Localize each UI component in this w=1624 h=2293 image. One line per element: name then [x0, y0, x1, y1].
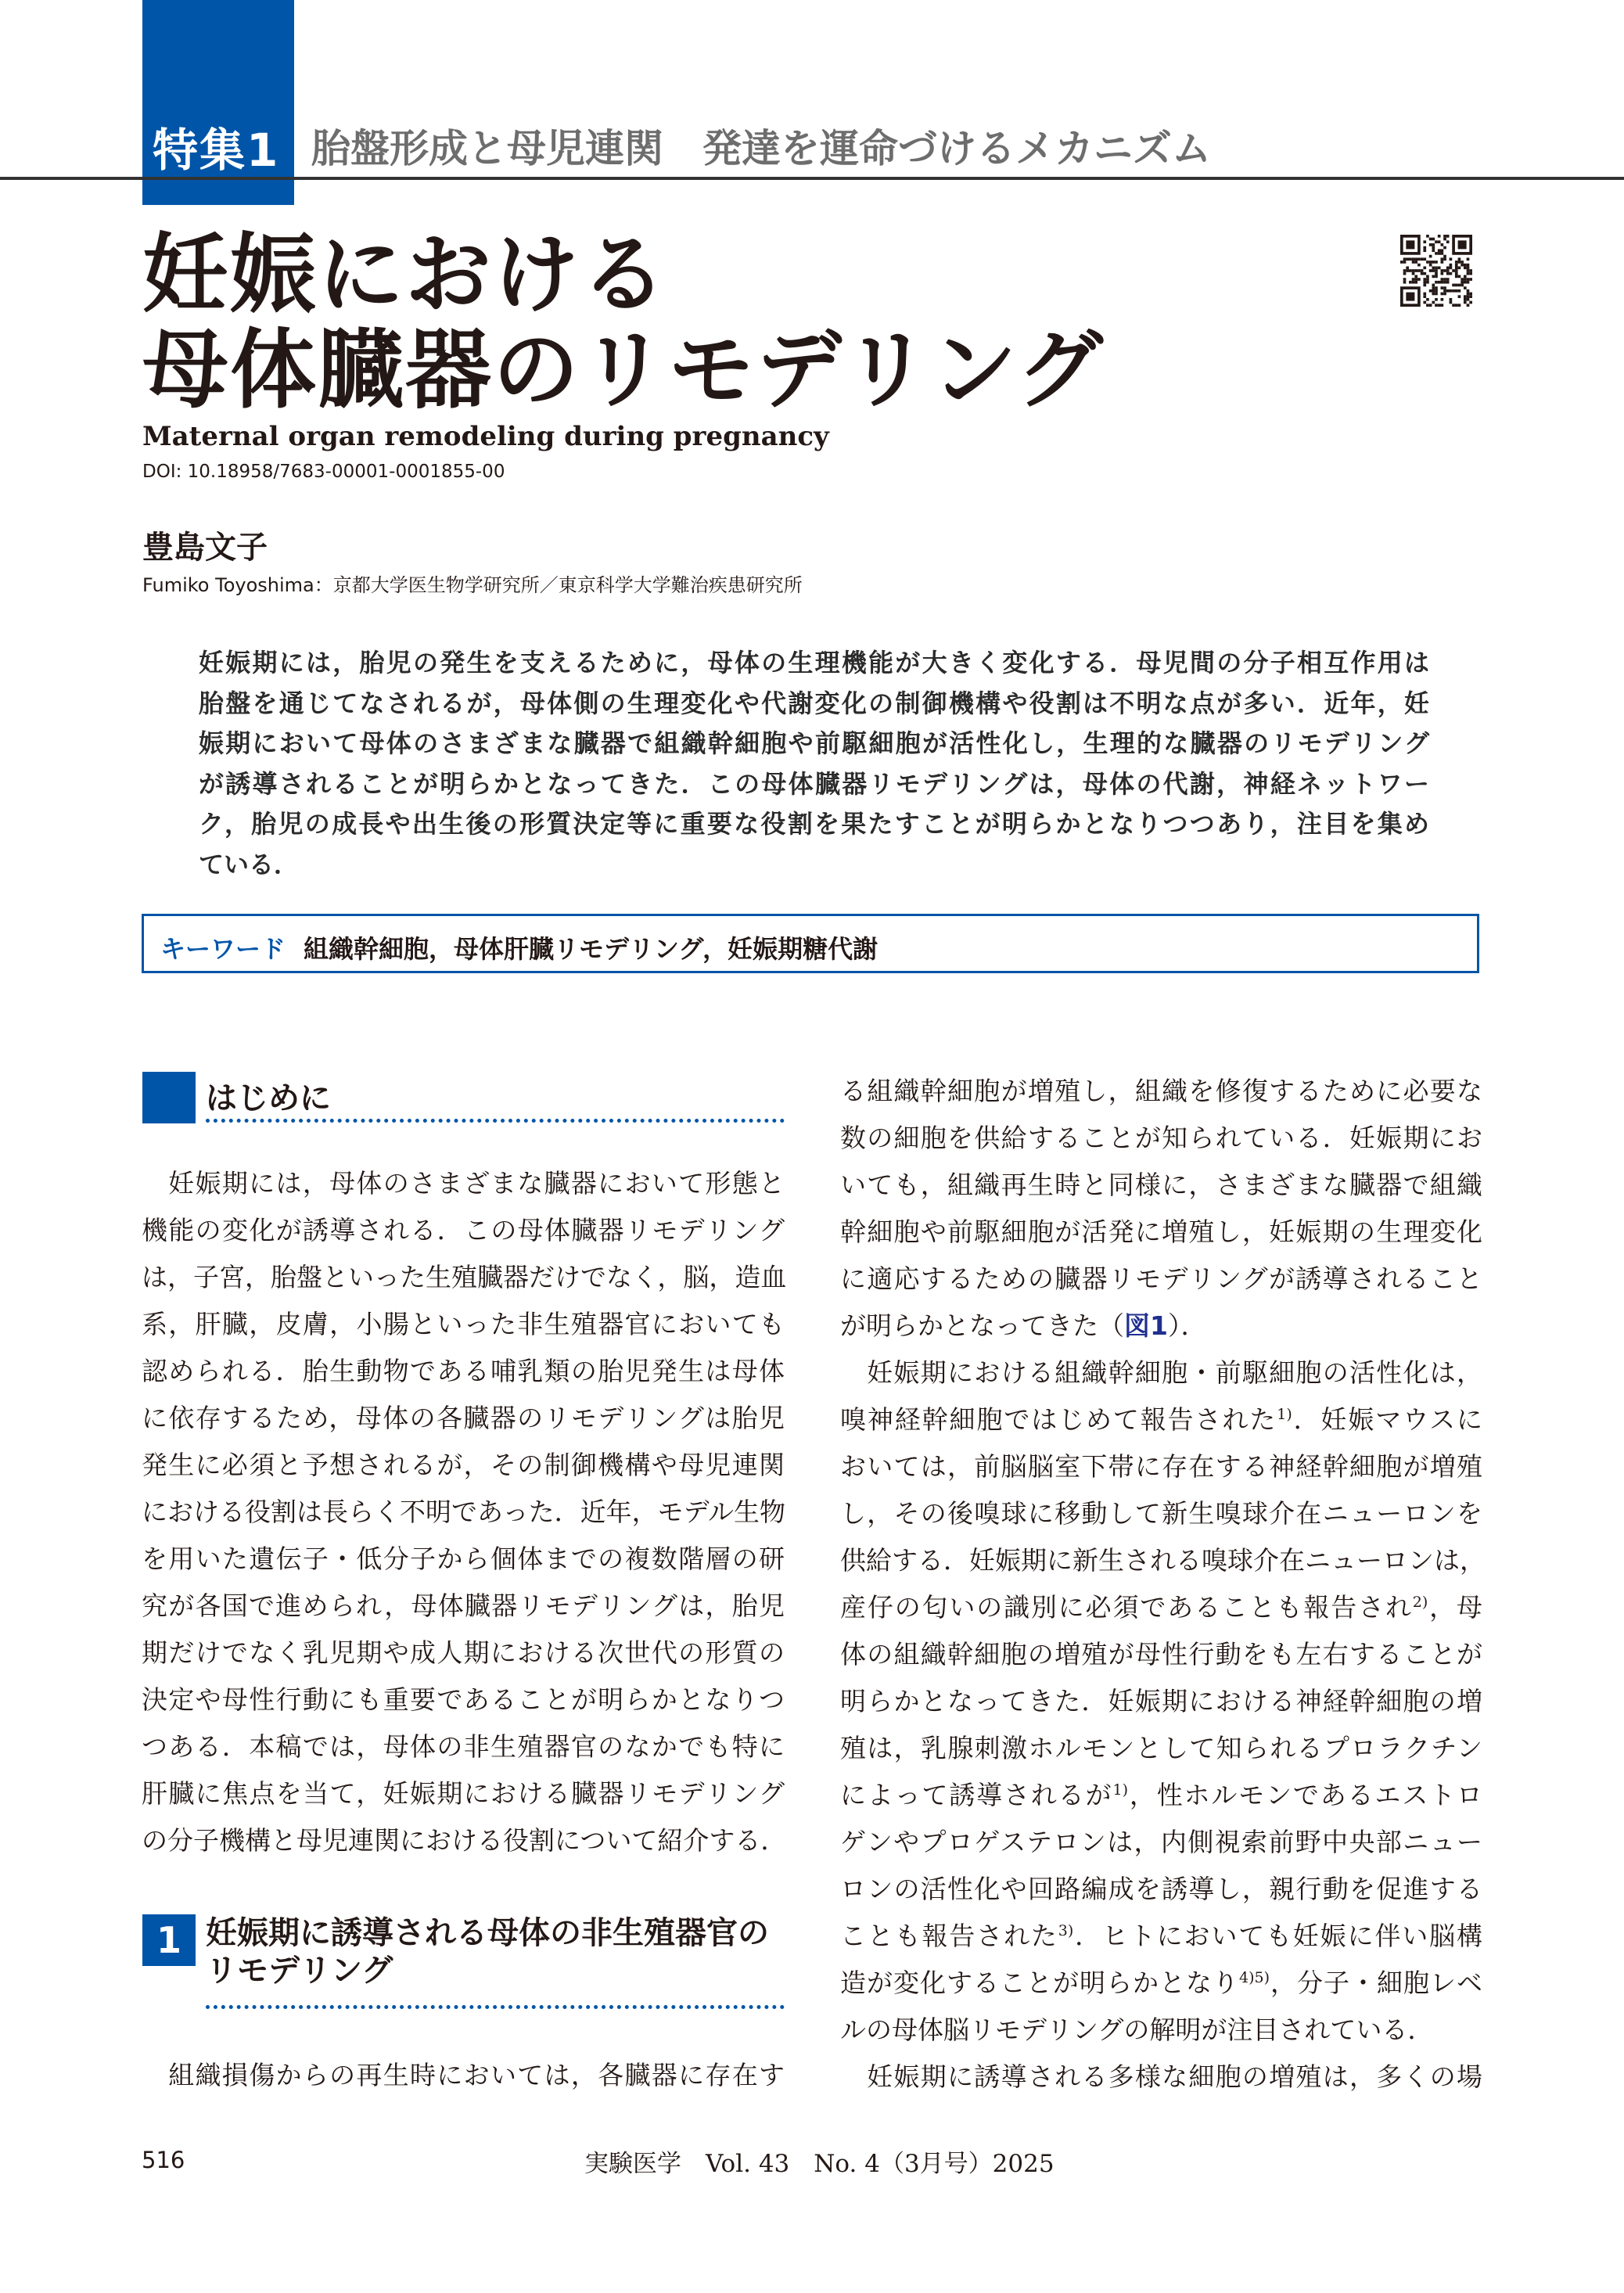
qr-module: [1441, 252, 1444, 255]
qr-module: [1446, 278, 1450, 281]
text-line: [840, 1068, 1482, 1115]
text-line: における役割は長らく不明であった．近年，モデル生物: [142, 1497, 786, 1527]
qr-module: [1406, 240, 1414, 249]
qr-module: [1458, 266, 1461, 269]
qr-module: [1403, 269, 1407, 272]
text-span: 体の組織幹細胞の増殖が母性行動をも左右することが: [840, 1639, 1482, 1669]
qr-module: [1403, 281, 1407, 284]
qr-module: [1450, 298, 1453, 301]
text-line: [840, 1303, 1482, 1350]
qr-module: [1426, 275, 1429, 279]
qr-module: [1446, 266, 1450, 269]
qr-module: [1423, 281, 1426, 284]
qr-module: [1412, 257, 1415, 261]
qr-module: [1441, 281, 1444, 284]
figure-ref-link[interactable]: 図1: [1124, 1310, 1168, 1341]
qr-module: [1455, 269, 1458, 272]
qr-module: [1455, 272, 1458, 275]
doi: DOI: 10.18958/7683-00001-0001855-00: [142, 462, 505, 482]
qr-module: [1412, 269, 1415, 272]
qr-code-icon[interactable]: [1400, 235, 1472, 307]
qr-module: [1417, 278, 1421, 281]
qr-module: [1435, 275, 1438, 279]
text-span: し，その後嗅球に移動して新生嗅球介在ニューロンを: [840, 1498, 1482, 1529]
text-span: 幹細胞や前駆細胞が活発に増殖し，妊娠期の生理変化: [840, 1217, 1482, 1247]
qr-module: [1464, 281, 1467, 284]
abstract: [199, 643, 1429, 886]
keywords-label: キーワード: [160, 934, 286, 964]
qr-module: [1417, 269, 1421, 272]
text-span: ことも報告された: [840, 1921, 1058, 1951]
qr-module: [1403, 272, 1407, 275]
qr-module: [1461, 264, 1464, 267]
qr-module: [1467, 278, 1470, 281]
text-span: ）．: [1167, 1310, 1207, 1341]
qr-module: [1450, 301, 1453, 304]
qr-module: [1409, 257, 1412, 261]
qr-module: [1421, 269, 1424, 272]
section-heading-intro: はじめに: [206, 1080, 331, 1116]
qr-module: [1414, 278, 1417, 281]
qr-module: [1438, 252, 1441, 255]
qr-module: [1423, 278, 1426, 281]
text-span: 明らかとなってきた．妊娠期における神経幹細胞の増: [840, 1686, 1482, 1716]
qr-module: [1443, 255, 1446, 258]
text-line: ク，胎児の成長や出生後の形質決定等に重要な役割を果たすことが明らかとなりつつあり，注目を集め: [199, 809, 1429, 839]
qr-module: [1458, 275, 1461, 279]
text-line: [840, 1819, 1482, 1866]
section-1-body: [142, 2052, 785, 2099]
qr-module: [1443, 289, 1446, 293]
author-name: 豊島文子: [142, 530, 268, 566]
qr-module: [1423, 246, 1426, 250]
qr-module: [1409, 269, 1412, 272]
text-span: おいては，前脳脳室下帯に存在する神経幹細胞が増殖: [840, 1451, 1482, 1482]
qr-module: [1464, 278, 1467, 281]
text-line: 系，肝臓，皮膚，小腸といった非生殖器官においても: [142, 1309, 785, 1339]
qr-module: [1423, 293, 1426, 296]
qr-module: [1414, 275, 1417, 279]
qr-module: [1467, 293, 1470, 296]
qr-module: [1441, 293, 1444, 296]
qr-module: [1435, 286, 1438, 289]
qr-module: [1403, 261, 1407, 264]
qr-module: [1467, 257, 1470, 261]
qr-module: [1450, 289, 1453, 293]
text-span: 造が変化することが明らかとなり: [840, 1968, 1239, 1998]
section-heading-1: [206, 1914, 769, 1989]
qr-module: [1432, 261, 1435, 264]
qr-module: [1450, 272, 1453, 275]
text-span: いても，組織再生時と同様に，さまざまな臓器で組織: [840, 1170, 1482, 1200]
qr-module: [1412, 281, 1415, 284]
qr-module: [1446, 289, 1450, 293]
qr-module: [1458, 295, 1461, 298]
heading-dotted-rule: [206, 1119, 785, 1123]
text-line: [840, 1725, 1482, 1772]
feature-label: 特集1: [153, 124, 280, 177]
qr-module: [1432, 286, 1435, 289]
qr-module: [1426, 298, 1429, 301]
qr-module: [1423, 249, 1426, 252]
qr-module: [1469, 272, 1472, 275]
text-line: [840, 1115, 1482, 1162]
text-line: 決定や母性行動にも重要であることが明らかとなりつ: [142, 1684, 785, 1715]
qr-module: [1469, 269, 1472, 272]
text-line: 究が各国で進められ，母体臓器リモデリングは，胎児: [142, 1590, 785, 1621]
qr-module: [1432, 284, 1435, 287]
qr-module: [1423, 266, 1426, 269]
text-line: を用いた遺伝子・低分子から個体までの複数階層の研: [142, 1544, 785, 1574]
text-span: ．ヒトにおいても妊娠に伴い脳構: [1073, 1921, 1483, 1951]
text-line: [840, 1490, 1482, 1537]
citation-ref[interactable]: 1): [1112, 1781, 1128, 1799]
text-line: [840, 2007, 1482, 2054]
qr-module: [1421, 272, 1424, 275]
qr-module: [1458, 289, 1461, 293]
text-line: 期だけでなく乳児期や成人期における次世代の形質の: [142, 1637, 785, 1668]
qr-module: [1435, 266, 1438, 269]
page-number: 516: [142, 2147, 185, 2173]
qr-module: [1458, 257, 1461, 261]
qr-module: [1435, 289, 1438, 293]
qr-module: [1423, 257, 1426, 261]
qr-module: [1435, 298, 1438, 301]
qr-module: [1446, 281, 1450, 284]
qr-module: [1443, 293, 1446, 296]
qr-module: [1443, 246, 1446, 250]
qr-module: [1426, 281, 1429, 284]
heading-marker: [142, 1072, 196, 1123]
qr-module: [1417, 264, 1421, 267]
qr-module: [1438, 304, 1441, 307]
text-line: [840, 1678, 1482, 1725]
qr-module: [1461, 278, 1464, 281]
qr-module: [1441, 272, 1444, 275]
qr-module: [1435, 281, 1438, 284]
text-span: 妊娠期における組織幹細胞・前駆細胞の活性化は，: [840, 1357, 1482, 1388]
qr-module: [1406, 293, 1414, 301]
qr-module: [1467, 264, 1470, 267]
qr-module: [1426, 304, 1429, 307]
author-affiliation: Fumiko Toyoshima：京都大学医生物学研究所／東京科学大学難治疾患研究所: [142, 574, 803, 596]
qr-module: [1400, 261, 1403, 264]
qr-module: [1429, 261, 1432, 264]
section-heading-1-line1: 妊娠期に誘導される母体の非生殖器官の: [206, 1915, 769, 1951]
qr-module: [1406, 269, 1409, 272]
qr-module: [1432, 246, 1435, 250]
citation-ref[interactable]: 1): [1277, 1406, 1292, 1423]
text-line: [840, 1584, 1482, 1631]
qr-module: [1443, 278, 1446, 281]
qr-module: [1441, 261, 1444, 264]
qr-module: [1464, 275, 1467, 279]
section-heading-1-line2: リモデリング: [206, 1953, 393, 1989]
qr-module: [1435, 293, 1438, 296]
text-line: [840, 1256, 1482, 1303]
qr-module: [1412, 278, 1415, 281]
text-line: [840, 1631, 1482, 1678]
text-line: が誘導されることが明らかとなってきた．この母体臓器リモデリングは，母体の代謝，神経ネットワー: [199, 768, 1429, 799]
qr-module: [1450, 257, 1453, 261]
qr-module: [1441, 257, 1444, 261]
qr-module: [1464, 286, 1467, 289]
qr-module: [1461, 281, 1464, 284]
text-line: に依存するため，母体の各臓器のリモデリングは胎児: [142, 1403, 785, 1433]
english-title: Maternal organ remodeling during pregnancy: [142, 421, 829, 452]
text-line: 妊娠期には，母体のさまざまな臓器において形態と: [142, 1168, 785, 1199]
text-span: ロンの活性化や回路編成を誘導し，親行動を促進する: [840, 1874, 1482, 1904]
qr-module: [1423, 295, 1426, 298]
qr-module: [1429, 269, 1432, 272]
text-line: 胎盤を通じてなされるが，母体側の生理変化や代謝変化の制御機構や役割は不明な点が多い．近年，妊: [199, 688, 1429, 718]
text-line: [840, 1866, 1482, 1913]
text-line: [840, 1396, 1482, 1443]
qr-module: [1414, 261, 1417, 264]
qr-module: [1432, 269, 1435, 272]
qr-module: [1458, 304, 1461, 307]
qr-module: [1432, 275, 1435, 279]
qr-module: [1406, 257, 1409, 261]
qr-module: [1421, 257, 1424, 261]
qr-module: [1423, 272, 1426, 275]
keywords-text: 組織幹細胞，母体肝臓リモデリング，妊娠期糖代謝: [304, 934, 878, 964]
qr-module: [1446, 240, 1450, 243]
text-line: ている．: [199, 849, 300, 879]
text-span: 妊娠期に誘導される多様な細胞の増殖は，多くの場: [840, 2061, 1482, 2092]
text-line: [840, 2054, 1482, 2101]
text-span: ，性ホルモンであるエストロ: [1128, 1780, 1483, 1810]
qr-module: [1461, 284, 1464, 287]
text-line: [840, 1443, 1482, 1490]
qr-module: [1438, 266, 1441, 269]
qr-module: [1429, 289, 1432, 293]
text-line: 妊娠期には，胎児の発生を支えるために，母体の生理機能が大きく変化する．母児間の分子相互作用は: [199, 648, 1429, 677]
text-line: つある．本稿では，母体の非生殖器官のなかでも特に: [142, 1731, 785, 1762]
qr-module: [1469, 295, 1472, 298]
qr-module: [1432, 266, 1435, 269]
qr-module: [1412, 261, 1415, 264]
qr-module: [1435, 240, 1438, 243]
qr-module: [1455, 266, 1458, 269]
text-line: は，子宮，胎盤といった生殖臓器だけでなく，脳，造血: [142, 1262, 787, 1292]
qr-module: [1452, 289, 1455, 293]
qr-module: [1429, 243, 1432, 246]
qr-module: [1441, 304, 1444, 307]
text-span: に適応するための臓器リモデリングが誘導されること: [840, 1263, 1482, 1294]
text-line: 肝臓に焦点を当て，妊娠期における臓器リモデリング: [142, 1778, 785, 1809]
qr-module: [1438, 240, 1441, 243]
qr-module: [1441, 269, 1444, 272]
qr-module: [1446, 269, 1450, 272]
qr-module: [1450, 264, 1453, 267]
qr-module: [1435, 269, 1438, 272]
qr-module: [1443, 238, 1446, 241]
qr-module: [1455, 261, 1458, 264]
series-title: 胎盤形成と母児連関 発達を運命づけるメカニズム: [311, 126, 1211, 171]
right-column-body: [840, 1068, 1486, 2101]
qr-module: [1464, 301, 1467, 304]
qr-module: [1426, 278, 1429, 281]
text-line: 娠期において母体のさまざまな臓器で組織幹細胞や前駆細胞が活性化し，生理的な臓器のリモデリング: [199, 728, 1429, 759]
qr-module: [1403, 257, 1407, 261]
qr-module: [1441, 298, 1444, 301]
qr-module: [1464, 264, 1467, 267]
qr-module: [1467, 304, 1470, 307]
text-line: 発生に必須と予想されるが，その制御機構や母児連関: [142, 1450, 785, 1480]
qr-module: [1443, 257, 1446, 261]
qr-module: [1467, 298, 1470, 301]
qr-module: [1412, 272, 1415, 275]
qr-module: [1452, 304, 1455, 307]
qr-module: [1423, 240, 1426, 243]
text-span: 数の細胞を供給することが知られている．妊娠期にお: [840, 1123, 1482, 1153]
qr-module: [1432, 243, 1435, 246]
text-span: 殖は，乳腺刺激ホルモンとして知られるプロラクチン: [840, 1733, 1482, 1763]
qr-module: [1455, 275, 1458, 279]
qr-module: [1403, 278, 1407, 281]
qr-module: [1417, 257, 1421, 261]
qr-module: [1429, 255, 1432, 258]
qr-module: [1409, 281, 1412, 284]
text-line: [840, 1913, 1482, 1960]
qr-module: [1443, 235, 1446, 238]
text-line: [840, 1772, 1482, 1819]
qr-module: [1438, 281, 1441, 284]
qr-module: [1467, 272, 1470, 275]
qr-module: [1467, 266, 1470, 269]
header-rule: [0, 177, 1624, 180]
qr-module: [1441, 286, 1444, 289]
qr-module: [1429, 238, 1432, 241]
citation-ref[interactable]: 4)5): [1239, 1969, 1270, 1986]
text-line: 組織損傷からの再生時においては，各臓器に存在す: [142, 2060, 785, 2090]
qr-module: [1461, 261, 1464, 264]
qr-module: [1455, 304, 1458, 307]
text-line: 認められる．胎生動物である哺乳類の胎児発生は母体: [142, 1356, 785, 1386]
qr-module: [1432, 238, 1435, 241]
qr-module: [1464, 266, 1467, 269]
qr-module: [1429, 264, 1432, 267]
qr-module: [1467, 289, 1470, 293]
text-line: [840, 1350, 1482, 1396]
qr-module: [1469, 301, 1472, 304]
qr-module: [1414, 281, 1417, 284]
citation-ref[interactable]: 3): [1058, 1922, 1074, 1939]
qr-module: [1452, 284, 1455, 287]
text-line: [840, 1162, 1482, 1209]
text-line: [840, 1960, 1482, 2007]
qr-module: [1446, 235, 1450, 238]
qr-module: [1429, 304, 1432, 307]
qr-module: [1414, 257, 1417, 261]
qr-module: [1432, 301, 1435, 304]
qr-module: [1435, 304, 1438, 307]
text-span: によって誘導されるが: [840, 1780, 1113, 1810]
text-span: 産仔の匂いの識別に必須であることも報告され: [840, 1592, 1413, 1623]
qr-module: [1455, 284, 1458, 287]
qr-module: [1452, 269, 1455, 272]
qr-module: [1467, 295, 1470, 298]
text-span: ，分子・細胞レベ: [1270, 1968, 1483, 1998]
qr-module: [1432, 289, 1435, 293]
citation-ref[interactable]: 2): [1412, 1594, 1428, 1611]
qr-module: [1469, 293, 1472, 296]
qr-module: [1423, 284, 1426, 287]
text-line: [840, 1209, 1482, 1256]
text-line: [840, 1537, 1486, 1584]
qr-module: [1438, 249, 1441, 252]
qr-module: [1441, 278, 1444, 281]
qr-module: [1438, 235, 1441, 238]
qr-module: [1458, 284, 1461, 287]
qr-module: [1455, 289, 1458, 293]
heading-dotted-rule: [206, 2005, 785, 2009]
qr-module: [1426, 261, 1429, 264]
journal-footer: 実験医学 Vol. 43 No. 4（3月号）2025: [584, 2150, 1055, 2178]
section-number: 1: [142, 1914, 196, 1966]
qr-module: [1432, 293, 1435, 296]
qr-module: [1441, 243, 1444, 246]
qr-module: [1443, 281, 1446, 284]
qr-module: [1469, 278, 1472, 281]
qr-module: [1435, 252, 1438, 255]
text-span: ．妊娠マウスに: [1292, 1404, 1483, 1435]
text-line: 機能の変化が誘導される．この母体臓器リモデリング: [142, 1215, 785, 1245]
qr-module: [1464, 298, 1467, 301]
text-span: ルの母体脳リモデリングの解明が注目されている．: [840, 2014, 1434, 2045]
text-span: ，母: [1428, 1592, 1483, 1623]
qr-module: [1423, 301, 1426, 304]
qr-module: [1432, 249, 1435, 252]
intro-body: [142, 1160, 785, 1864]
qr-module: [1467, 269, 1470, 272]
text-line: の分子機構と母児連関における役割について紹介する．: [142, 1825, 787, 1856]
qr-module: [1464, 295, 1467, 298]
text-span: る組織幹細胞が増殖し，組織を修復するために必要な: [840, 1076, 1482, 1106]
article-title-line2: 母体臓器のリモデリング: [142, 320, 1105, 420]
qr-module: [1441, 249, 1444, 252]
qr-module: [1426, 235, 1429, 238]
qr-module: [1435, 261, 1438, 264]
qr-module: [1435, 272, 1438, 275]
text-span: が明らかとなってきた（: [840, 1310, 1124, 1341]
text-span: 嗅神経幹細胞ではじめて報告された: [840, 1404, 1277, 1435]
qr-module: [1455, 264, 1458, 267]
qr-module: [1406, 266, 1409, 269]
qr-module: [1458, 261, 1461, 264]
article-title-line1: 妊娠における: [142, 225, 668, 325]
text-span: ゲンやプロゲステロンは，内側視索前野中央部ニュー: [840, 1827, 1482, 1857]
text-span: 供給する．妊娠期に新生される嗅球介在ニューロンは，: [840, 1545, 1486, 1576]
qr-module: [1414, 269, 1417, 272]
qr-module: [1446, 272, 1450, 275]
qr-module: [1443, 269, 1446, 272]
qr-module: [1467, 281, 1470, 284]
qr-module: [1450, 266, 1453, 269]
qr-module: [1443, 286, 1446, 289]
qr-module: [1458, 240, 1467, 249]
